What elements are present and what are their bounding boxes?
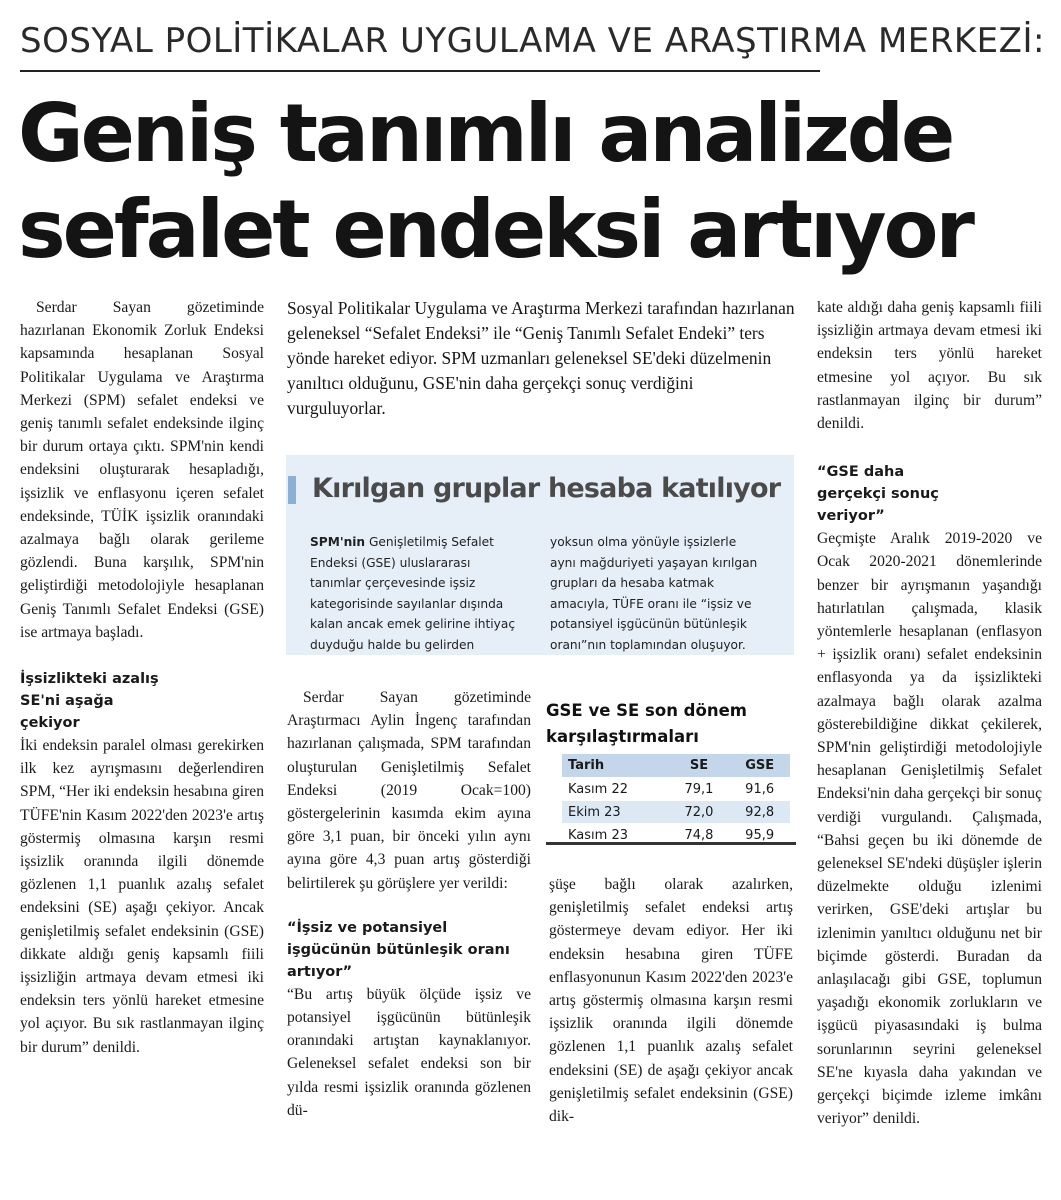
table-cell: 95,9 bbox=[729, 824, 790, 847]
table-cell: 72,0 bbox=[669, 801, 730, 824]
section-kicker: SOSYAL POLİTİKALAR UYGULAMA VE ARAŞTIRMA MERKEZİ: bbox=[20, 21, 1045, 61]
column-4-paragraph-2: Geçmişte Aralık 2019-2020 ve Ocak 2020-2021 dönemlerinde benzer bir ayrışmanın yaşandığı hatırlatılan çalışmada, klasik yöntemlerle hesaplanan (enflasyon + işsizlik oranı) sefalet endeksinin enflasyonda ya da işsizlikteki azalmaya bağlı olarak azalma gösterebildiğine dikkat çekilerek, SPM'nin geliştirdiği metodolojiyle hesaplanan Genişletilmiş Sefalet Endeksi'nin daha gerçekçi bir sonuç verdiği vurgulandı. Çalışmada, “Bahsi geçen bu iki dönemde de geleneksel SE'ndeki düşüşler işlerin düzelmekte olduğu izlenimi verirken, GSE'deki artışlar bu izlenimin yanıltıcı olduğunu net bir biçimde gösterdi. Buradan da anlaşılacağı gibi GSE, toplumun yaşadığı ekonomik zorlukların ve işgücü piyasasındaki iş bulma sorunlarının seyrini geleneksel SE'ne kıyasla daha yakından ve gerçekçi biçimde izleme imkânı veriyor” denildi. bbox=[817, 530, 1042, 1128]
table-row bbox=[562, 801, 790, 824]
column-4-paragraph-1: kate aldığı daha geniş kapsamlı fiili işsizliğin artmaya devam etmesi iki endeksin ters yönlü hareket etmesine yol açıyor. Bu sık rastlanmayan ilginç bir durum” denildi. bbox=[817, 299, 1042, 433]
info-box-right-text: yoksun olma yönüyle işsizlerle aynı mağduriyeti yaşayan kırılgan grupları da hesaba katmak amacıyla, TÜFE oranı ile “işsiz ve potansiyel işgücünün bütünleşik oranı”nın toplamından oluşuyor. bbox=[550, 535, 758, 652]
table-bottom-rule bbox=[546, 842, 796, 845]
table-cell: 92,8 bbox=[729, 801, 790, 824]
comparison-table bbox=[562, 754, 790, 846]
headline-line-2: sefalet endeksi artıyor bbox=[18, 183, 972, 276]
table-header-cell: Tarih bbox=[562, 754, 669, 778]
column-4-subheading: “GSE daha gerçekçi sonuç veriyor” bbox=[817, 464, 939, 525]
info-box-title: Kırılgan gruplar hesaba katılıyor bbox=[312, 473, 781, 504]
table-header-cell: GSE bbox=[729, 754, 790, 778]
table-cell: 79,1 bbox=[669, 778, 730, 801]
table-title: GSE ve SE son dönem karşılaştırmaları bbox=[546, 701, 747, 746]
info-box-bold-lead: SPM'nin bbox=[310, 535, 366, 549]
column-1-paragraph-1: Serdar Sayan gözetiminde hazırlanan Ekonomik Zorluk Endeksi kapsamında hesaplanan Sosyal Politikalar Uygulama ve Araştırma Merkezi (SPM) sefalet endeksi ve geniş tanımlı sefalet endeksinde ilginç bir durum ortaya çıktı. SPM'nin kendi endeksini oluşturarak hesapladığı, işsizlik ve enflasyonu içeren sefalet endeksinde, TÜİK işsizlik oranındaki azalmaya bağlı olarak gerileme gözlendi. Buna karşılık, SPM'nin geliştirdiği metodolojiyle hesaplanan Geniş Tanımlı Sefalet Endeksi (GSE) ise artmaya başladı. bbox=[20, 299, 264, 641]
table-cell: Kasım 23 bbox=[562, 824, 669, 847]
info-box-left-text bbox=[310, 532, 520, 656]
column-3-paragraph-1: şüşe bağlı olarak azalırken, genişletilmiş sefalet endeksi artış göstermeye devam ediyor. Her iki endeksin hesabına giren TÜFE enflasyonunun Kasım 2022'den 2023'e artış göstermiş olmasına karşın resmi işsizlik oranında ilgili dönemde gözlenen 1,1 puanlık azalış sefalet endeksini (SE) de aşağı çekiyor ancak genişletilmiş sefalet endeksinin (GSE) dik- bbox=[549, 876, 793, 1126]
table-header-cell: SE bbox=[669, 754, 730, 778]
column-1 bbox=[20, 296, 264, 1059]
table-row bbox=[562, 778, 790, 801]
column-3 bbox=[549, 873, 793, 1128]
column-1-subheading: İşsizlikteki azalış SE'ni aşağa çekiyor bbox=[20, 671, 159, 732]
headline bbox=[18, 86, 1048, 278]
column-1-paragraph-2: İki endeksin paralel olması gerekirken ilk kez ayrışmasını değerlendiren SPM, “Her iki endeksin hesabına giren TÜFE'nin Kasım 2022'den 2023'e artış göstermiş olmasına karşın resmi işsizlik oranında ilgili dönemde gözlenen 1,1 puanlık azalış sefalet endeksini (SE) aşağı çekiyor. Ancak genişletilmiş sefalet endeksinin (GSE) dikkate aldığı geniş kapsamlı fiili işsizliğin artmaya devam etmesi iki endeksin ters yönlü hareket etmesine yol açıyor. Bu sık rastlanmayan ilginç bir durum” denildi. bbox=[20, 737, 264, 1056]
column-2-paragraph-1: Serdar Sayan gözetiminde Araştırmacı Aylin İngenç tarafından hazırlanan çalışmada, SPM tarafından oluşturulan Genişletilmiş Sefalet Endeksi (2019 Ocak=100) göstergelerinin kasımda ekim ayına göre 3,1 puan, bir önceki yılın aynı ayına göre 4,3 puan artış gösterdiği belirtilerek şu görüşlere yer verildi: bbox=[287, 689, 531, 892]
table-cell: 74,8 bbox=[669, 824, 730, 847]
table-header-row bbox=[562, 754, 790, 778]
info-box-left-body: Genişletilmiş Sefalet Endeksi (GSE) uluslararası tanımlar çerçevesinde işsiz kategorisinde sayılanlar dışında kalan ancak emek gelirine ihtiyaç duyduğu halde bu gelirden bbox=[310, 535, 516, 652]
table-cell: Ekim 23 bbox=[562, 801, 669, 824]
column-2-paragraph-2: “Bu artış büyük ölçüde işsiz ve potansiyel işgücünün bütünleşik oranındaki artıştan kaynaklanıyor. Geleneksel sefalet endeksi son bir yılda resmi işsizlik oranında gözlenen dü- bbox=[287, 985, 531, 1119]
headline-line-1: Geniş tanımlı analizde bbox=[18, 87, 953, 180]
table-cell: 91,6 bbox=[729, 778, 790, 801]
column-2 bbox=[287, 686, 531, 1122]
kicker-rule bbox=[20, 70, 820, 72]
column-2-subheading: “İşsiz ve potansiyel işgücünün bütünleşik oranı artıyor” bbox=[287, 919, 510, 980]
column-4 bbox=[817, 296, 1042, 1131]
table-cell: Kasım 22 bbox=[562, 778, 669, 801]
lead-paragraph: Sosyal Politikalar Uygulama ve Araştırma Merkezi tarafından hazırlanan geleneksel “Sefalet Endeksi” ile “Geniş Tanımlı Sefalet Endeki” ters yönde hareket ediyor. SPM uzmanları geleneksel SE'deki düzelmenin yanıltıcı olduğunu, GSE'nin daha gerçekçi sonuç verdiğini vurguluyorlar. bbox=[287, 298, 795, 418]
info-box-accent-bar bbox=[288, 476, 296, 504]
